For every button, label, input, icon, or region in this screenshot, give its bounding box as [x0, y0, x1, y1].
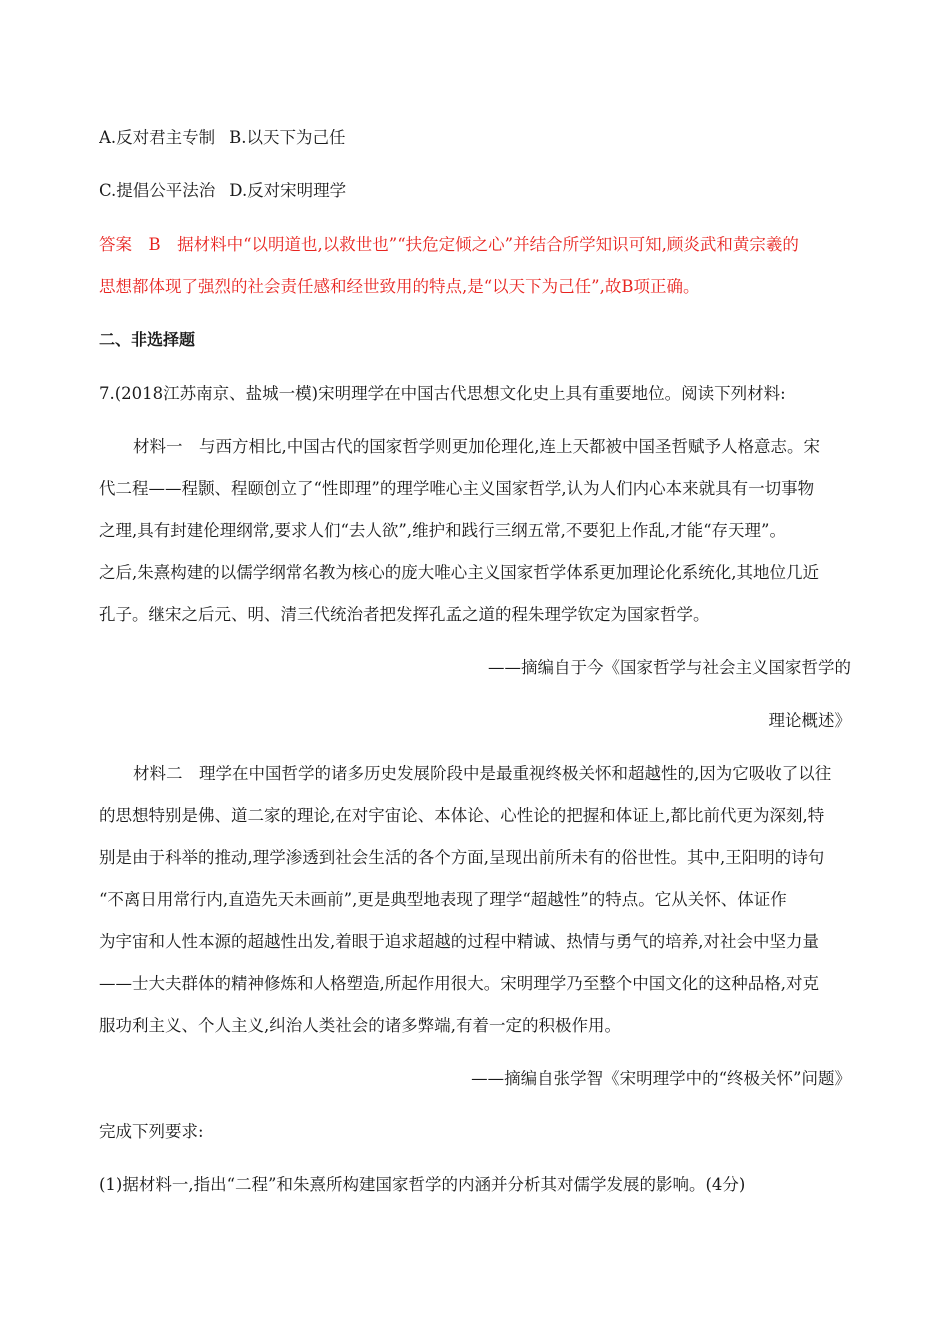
option-d: D.反对宋明理学: [229, 181, 347, 200]
answer-line-2: 思想都体现了强烈的社会责任感和经世致用的特点,是“以天下为己任”,故B项正确。: [99, 277, 700, 296]
material1-line-1: 材料一 与西方相比,中国古代的国家哲学则更加伦理化,连上天都被中国圣哲赋予人格意志。宋: [133, 437, 820, 456]
material2-line-5: 为宇宙和人性本源的超越性出发,着眼于追求超越的过程中精诚、热情与勇气的培养,对社会中坚力量: [99, 932, 819, 951]
source1-line-1: ——摘编自于今《国家哲学与社会主义国家哲学的: [488, 658, 851, 677]
material2-line-3: 别是由于科举的推动,理学渗透到社会生活的各个方面,呈现出前所未有的俗世性。其中,王阳明的诗句: [99, 848, 825, 867]
material2-line-4: “不离日用常行内,直造先天未画前”,更是典型地表现了理学“超越性”的特点。它从关怀、体证作: [99, 890, 787, 909]
question-stem: 7.(2018江苏南京、盐城一模)宋明理学在中国古代思想文化史上具有重要地位。阅读下列材料:: [99, 384, 786, 403]
material1-line-2: 代二程——程颢、程颐创立了“性即理”的理学唯心主义国家哲学,认为人们内心本来就具有一切事物: [99, 479, 815, 498]
material2-line-1: 材料二 理学在中国哲学的诸多历史发展阶段中是最重视终极关怀和超越性的,因为它吸收了以往: [133, 764, 832, 783]
sub-question-1: (1)据材料一,指出“二程”和朱熹所构建国家哲学的内涵并分析其对儒学发展的影响。(4分): [99, 1175, 746, 1194]
material2-line-7: 服功利主义、个人主义,纠治人类社会的诸多弊端,有着一定的积极作用。: [99, 1016, 621, 1035]
option-b: B.以天下为己任: [229, 128, 346, 147]
material2-line-6: ——士大夫群体的精神修炼和人格塑造,所起作用很大。宋明理学乃至整个中国文化的这种品格,对克: [99, 974, 819, 993]
material1-line-4: 之后,朱熹构建的以儒学纲常名教为核心的庞大唯心主义国家哲学体系更加理论化系统化,其地位几近: [99, 563, 819, 582]
options-row-cd: [99, 180, 851, 202]
option-c: C.提倡公平法治: [99, 181, 216, 200]
source2: ——摘编自张学智《宋明理学中的“终极关怀”问题》: [471, 1069, 851, 1088]
source1-line-2: 理论概述》: [768, 711, 851, 730]
option-a: A.反对君主专制: [99, 128, 216, 147]
material1-line-5: 孔子。继宋之后元、明、清三代统治者把发挥孔孟之道的程朱理学钦定为国家哲学。: [99, 605, 710, 624]
material1-line-3: 之理,具有封建伦理纲常,要求人们“去人欲”,维护和践行三纲五常,不要犯上作乱,才能“存天理”。: [99, 521, 786, 540]
requirements-intro: 完成下列要求:: [99, 1122, 204, 1141]
material2-line-2: 的思想特别是佛、道二家的理论,在对宇宙论、本体论、心性论的把握和体证上,都比前代更为深刻,特: [99, 806, 825, 825]
section-title: 二、非选择题: [99, 330, 196, 349]
options-row-ab: [99, 127, 851, 149]
answer-line-1: 答案 B 据材料中“以明道也,以救世也”“扶危定倾之心”并结合所学知识可知,顾炎武和黄宗羲的: [99, 235, 799, 254]
